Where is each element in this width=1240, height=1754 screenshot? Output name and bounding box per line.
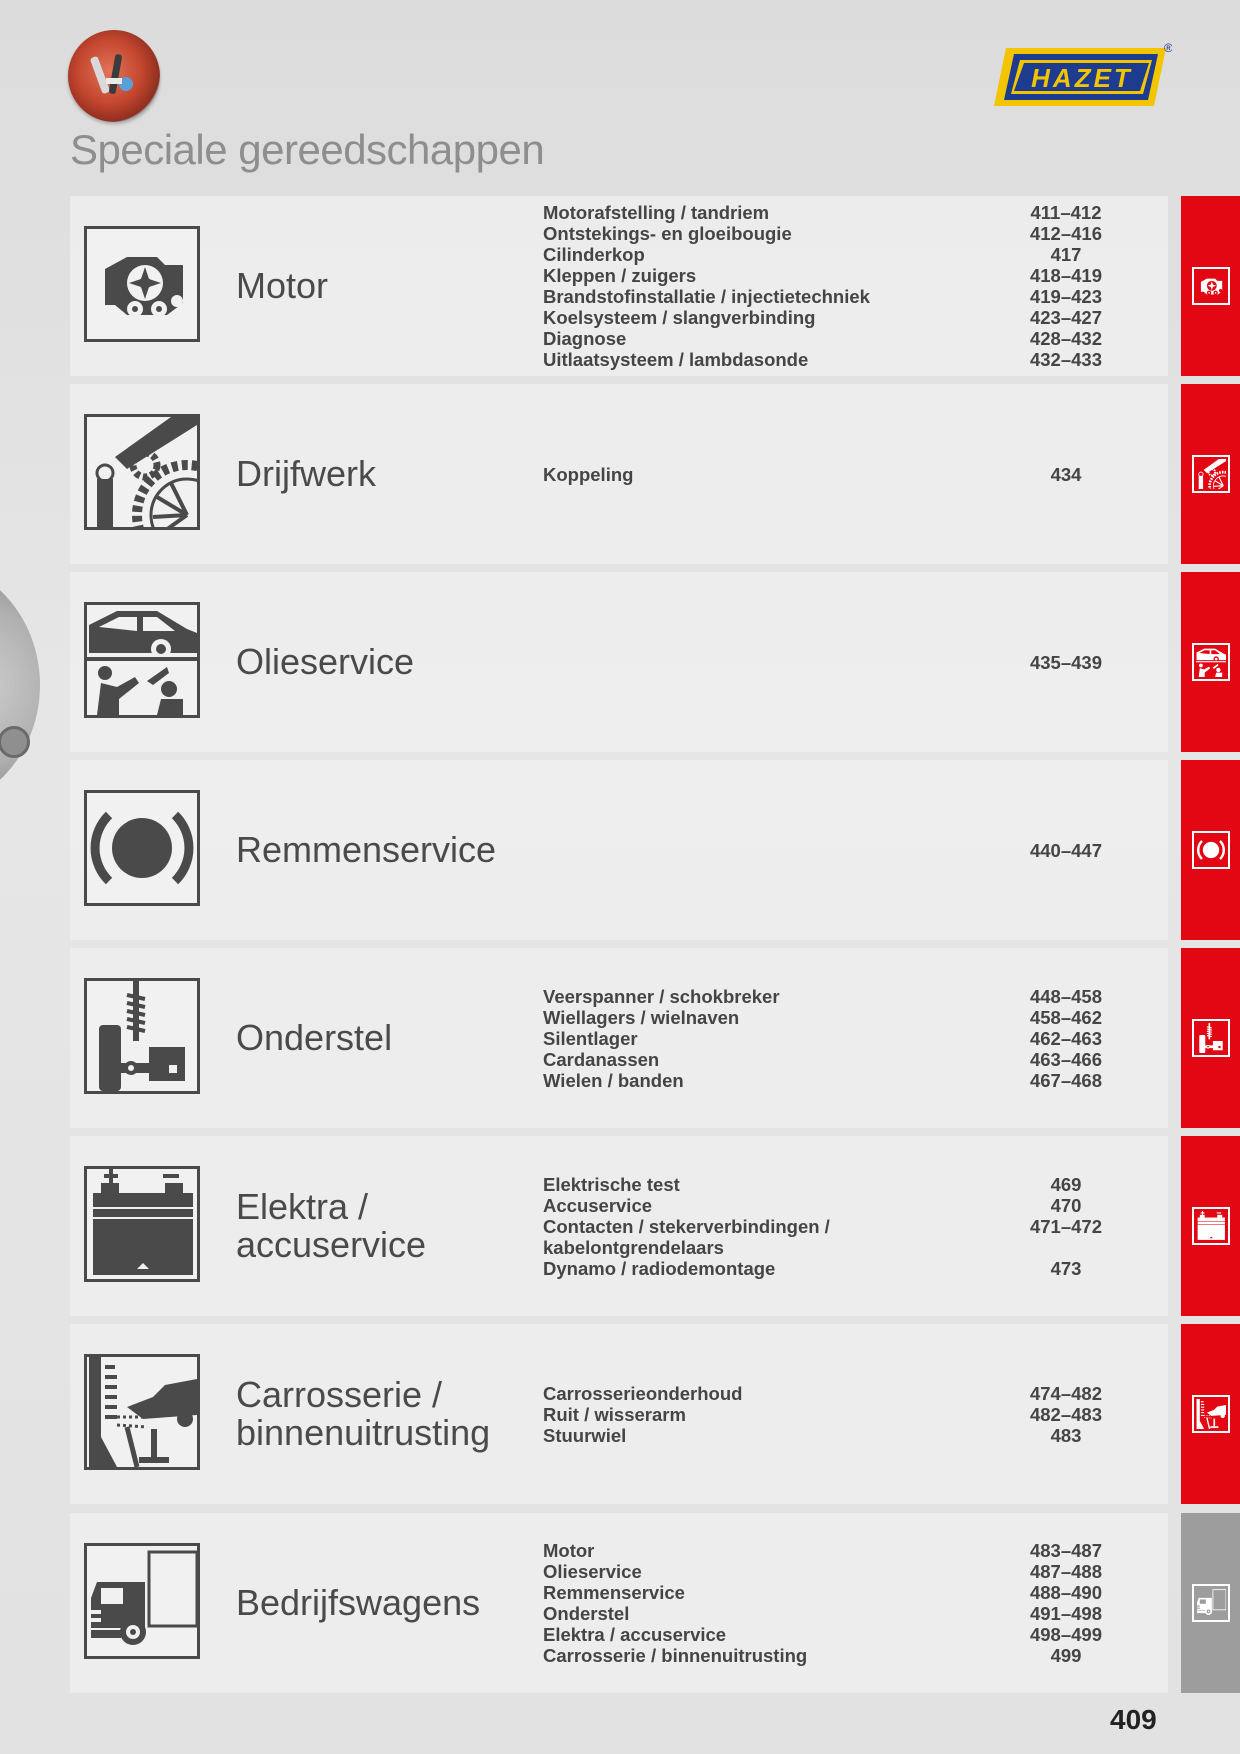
list-item[interactable]: [543, 1404, 1133, 1425]
item-page-range: 474–482: [1029, 1382, 1103, 1404]
list-item[interactable]: [543, 1645, 1133, 1666]
list-item[interactable]: [543, 244, 1133, 265]
hazet-logo: [992, 40, 1172, 115]
section-tab-4[interactable]: [1181, 948, 1240, 1128]
item-page-range: 467–468: [1029, 1069, 1103, 1091]
item-label: Wiellagers / wielnaven: [543, 1006, 740, 1028]
item-label: Ontstekings- en gloeibougie: [543, 223, 792, 244]
list-item[interactable]: [543, 1540, 1133, 1561]
item-page-range: 423–427: [1029, 307, 1103, 328]
engine-icon: [84, 226, 200, 342]
item-label: Dynamo / radiodemontage: [543, 1257, 776, 1279]
section-3: [70, 760, 1168, 940]
list-item[interactable]: [543, 1425, 1133, 1446]
list-item[interactable]: [543, 1216, 1133, 1237]
list-item[interactable]: [543, 464, 1133, 485]
background-bolt: [0, 726, 30, 758]
item-page-range: 428–432: [1029, 328, 1103, 349]
item-page-range: 432–433: [1029, 349, 1103, 370]
item-label: Uitlaatsysteem / lambdasonde: [543, 349, 809, 370]
item-label: Koppeling: [543, 463, 634, 485]
list-item[interactable]: [543, 1603, 1133, 1624]
item-label: Motorafstelling / tandriem: [543, 202, 770, 223]
list-item[interactable]: [543, 1383, 1133, 1404]
section-item-list: [543, 948, 1133, 1128]
item-page-range: 411–412: [1030, 202, 1102, 223]
item-page-range: 498–499: [1029, 1624, 1103, 1645]
item-page-range: 434: [1050, 463, 1082, 485]
item-page-range: 469: [1050, 1173, 1082, 1195]
item-page-range: 435–439: [1029, 651, 1103, 673]
item-label: Brandstofinstallatie / injectietechniek: [543, 286, 870, 307]
svg-text:®: ®: [1164, 41, 1172, 55]
item-page-range: 473: [1050, 1257, 1082, 1279]
list-item[interactable]: [543, 202, 1133, 223]
item-label: Carrosserie / binnenuitrusting: [543, 1645, 808, 1666]
item-page-range: 419–423: [1029, 286, 1103, 307]
item-label: Contacten / stekerverbindingen /: [543, 1215, 830, 1237]
item-label: Ruit / wisserarm: [543, 1403, 686, 1425]
item-label: Cardanassen: [543, 1048, 660, 1070]
item-label: kabelontgrendelaars: [543, 1236, 724, 1258]
item-label: Cilinderkop: [543, 244, 645, 265]
list-item[interactable]: [543, 652, 1133, 673]
list-item[interactable]: [543, 1195, 1133, 1216]
list-item[interactable]: [543, 1582, 1133, 1603]
section-tab-7[interactable]: [1181, 1513, 1240, 1693]
section-item-list: [543, 572, 1133, 752]
section-item-list: [543, 760, 1133, 940]
tab-body-repair-icon: [1192, 1395, 1230, 1433]
item-label: Diagnose: [543, 328, 627, 349]
section-1: [70, 384, 1168, 564]
item-page-range: 483: [1050, 1424, 1082, 1446]
car-oil-service-icon: [84, 602, 200, 718]
section-title: Olieservice: [236, 641, 415, 682]
item-page-range: 487–488: [1029, 1561, 1103, 1582]
list-item[interactable]: [543, 307, 1133, 328]
item-label: Silentlager: [543, 1027, 638, 1049]
list-item[interactable]: [543, 286, 1133, 307]
body-repair-icon: [84, 1354, 200, 1470]
tab-truck-icon: [1192, 1584, 1230, 1622]
item-label: Elektra / accuservice: [543, 1624, 727, 1645]
item-label: Stuurwiel: [543, 1424, 627, 1446]
svg-text:HAZET: HAZET: [1031, 63, 1133, 93]
brake-warning-icon: [84, 790, 200, 906]
section-tab-2[interactable]: [1181, 572, 1240, 752]
item-page-range: 412–416: [1029, 223, 1103, 244]
list-item[interactable]: [543, 328, 1133, 349]
background-brake-disc: [0, 560, 40, 810]
section-item-list: [543, 196, 1133, 376]
list-item[interactable]: [543, 223, 1133, 244]
tab-engine-icon: [1192, 267, 1230, 305]
list-item[interactable]: [543, 1049, 1133, 1070]
item-label: Kleppen / zuigers: [543, 265, 697, 286]
list-item[interactable]: [543, 840, 1133, 861]
item-page-range: 499: [1050, 1645, 1082, 1666]
item-label: Carrosserieonderhoud: [543, 1382, 743, 1404]
section-title: Elektra / accuservice: [236, 1186, 427, 1265]
list-item[interactable]: [543, 1028, 1133, 1049]
item-label: Remmenservice: [543, 1582, 685, 1603]
section-tab-3[interactable]: [1181, 760, 1240, 940]
item-label: Olieservice: [543, 1561, 642, 1582]
item-page-range: 483–487: [1029, 1540, 1103, 1561]
list-item[interactable]: [543, 1237, 1133, 1258]
section-7: [70, 1513, 1168, 1693]
page-number: 409: [1110, 1704, 1157, 1735]
item-page-range: 458–462: [1029, 1006, 1103, 1028]
item-label: Elektrische test: [543, 1173, 680, 1195]
item-page-range: 448–458: [1029, 985, 1103, 1007]
list-item[interactable]: [543, 1624, 1133, 1645]
section-item-list: [543, 384, 1133, 564]
section-tab-1[interactable]: [1181, 384, 1240, 564]
item-page-range: 491–498: [1029, 1603, 1103, 1624]
section-6: [70, 1324, 1168, 1504]
item-label: Accuservice: [543, 1194, 653, 1216]
list-item[interactable]: [543, 1561, 1133, 1582]
shock-absorber-icon: [84, 978, 200, 1094]
list-item[interactable]: [543, 265, 1133, 286]
tools-badge-icon: [68, 30, 160, 122]
item-page-range: 471–472: [1029, 1215, 1103, 1237]
tab-gear-clutch-icon: [1192, 455, 1230, 493]
section-tab-5[interactable]: [1181, 1136, 1240, 1316]
list-item[interactable]: [543, 1174, 1133, 1195]
section-0: [70, 196, 1168, 376]
section-tab-0[interactable]: [1181, 196, 1240, 376]
section-4: [70, 948, 1168, 1128]
section-2: [70, 572, 1168, 752]
list-item[interactable]: [543, 986, 1133, 1007]
item-page-range: 470: [1050, 1194, 1082, 1216]
list-item[interactable]: [543, 1070, 1133, 1091]
item-label: Onderstel: [543, 1603, 630, 1624]
item-label: Motor: [543, 1540, 595, 1561]
tab-car-oil-service-icon: [1192, 643, 1230, 681]
list-item[interactable]: [543, 1258, 1133, 1279]
item-page-range: 418–419: [1029, 265, 1103, 286]
section-item-list: [543, 1136, 1133, 1316]
section-item-list: [543, 1513, 1133, 1693]
section-title: Bedrijfswagens: [236, 1582, 481, 1623]
item-page-range: 440–447: [1029, 839, 1103, 861]
item-page-range: 482–483: [1029, 1403, 1103, 1425]
section-title: Remmenservice: [236, 829, 497, 870]
section-title: Carrosserie / binnenuitrusting: [236, 1374, 491, 1453]
page-title: Speciale gereedschappen: [70, 126, 545, 173]
item-page-range: 463–466: [1029, 1048, 1103, 1070]
item-label: Veerspanner / schokbreker: [543, 985, 780, 1007]
section-title: Onderstel: [236, 1017, 393, 1058]
list-item[interactable]: [543, 1007, 1133, 1028]
gear-clutch-icon: [84, 414, 200, 530]
tab-battery-icon: [1192, 1207, 1230, 1245]
item-page-range: 462–463: [1029, 1027, 1103, 1049]
section-5: [70, 1136, 1168, 1316]
item-page-range: 488–490: [1029, 1582, 1103, 1603]
section-tab-6[interactable]: [1181, 1324, 1240, 1504]
item-label: Wielen / banden: [543, 1069, 684, 1091]
section-title: Motor: [236, 265, 329, 306]
tab-brake-warning-icon: [1192, 831, 1230, 869]
tab-shock-absorber-icon: [1192, 1019, 1230, 1057]
truck-icon: [84, 1543, 200, 1659]
item-label: Koelsysteem / slangverbinding: [543, 307, 816, 328]
list-item[interactable]: [543, 349, 1133, 370]
battery-icon: [84, 1166, 200, 1282]
item-page-range: 417: [1050, 244, 1082, 265]
section-title: Drijfwerk: [236, 453, 376, 494]
section-item-list: [543, 1324, 1133, 1504]
